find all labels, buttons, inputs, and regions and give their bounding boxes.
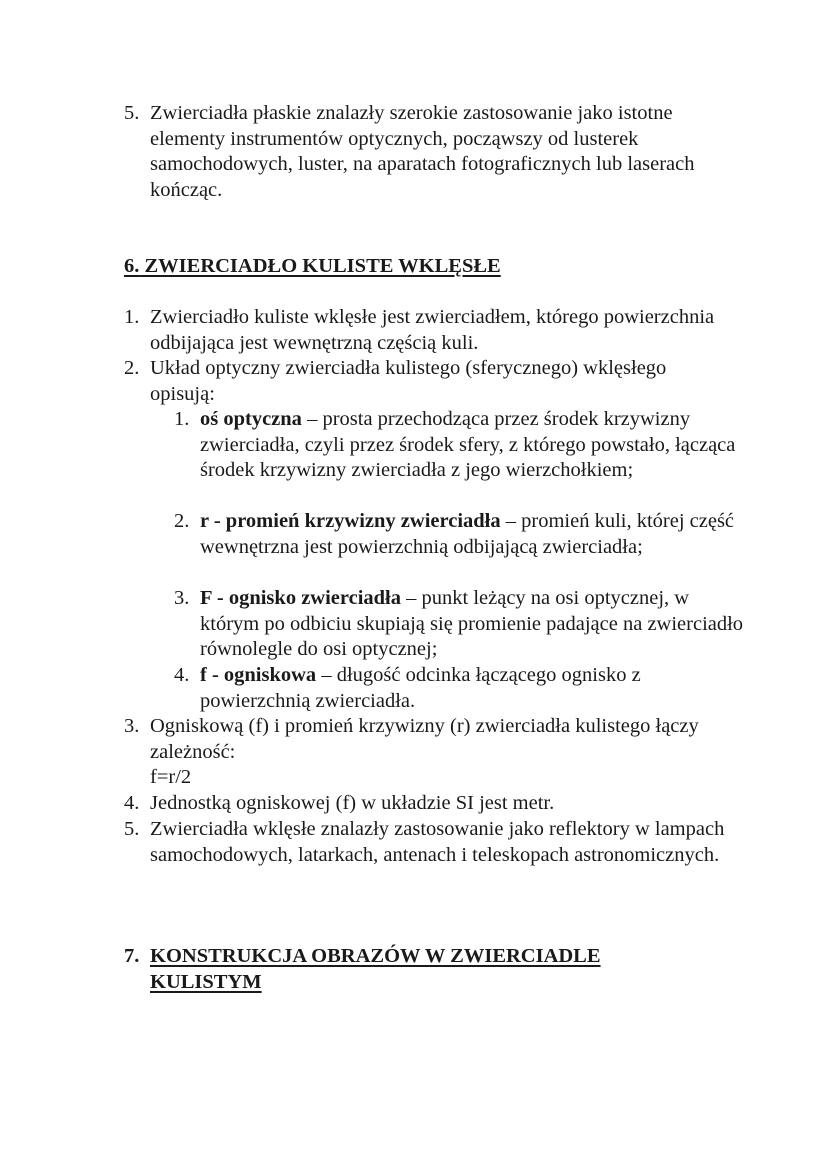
definition: – prosta przechodząca przez środek krzywizny zwierciadła, czyli przez środek sfery, z którego powstało, łącząca środek krzywizny zwierciadła z jego wierzchołkiem;: [200, 408, 736, 481]
list-number: 3.: [124, 715, 140, 737]
list-number: 4.: [124, 792, 140, 814]
sub-list-number: 4.: [174, 664, 190, 686]
sub-list-item: [174, 586, 744, 663]
list-text: Zwierciadła płaskie znalazły szerokie zastosowanie jako istotne elementy instrumentów optycznych, począwszy od lusterek samochodowych, luster, na aparatach fotograficznych lub laserach kończąc.: [150, 102, 695, 201]
list-item: [124, 714, 734, 791]
term: oś optyczna: [200, 408, 302, 430]
list-text: Zwierciadła wklęsłe znalazły zastosowanie jako reflektory w lampach samochodowych, latarkach, antenach i teleskopach astronomicznych.: [150, 818, 725, 866]
section-7-heading: [124, 944, 664, 995]
list-text: Ogniskową (f) i promień krzywizny (r) zwierciadła kulistego łączy zależność:: [150, 715, 699, 763]
list-number: 5.: [124, 818, 140, 840]
list-text: Układ optyczny zwierciadła kulistego (sferycznego) wklęsłego opisują:: [150, 357, 667, 405]
section-6-heading: [124, 254, 684, 280]
sub-list-item: [174, 663, 744, 714]
section-number: 6.: [124, 255, 140, 277]
formula: f=r/2: [150, 766, 192, 788]
term: f - ogniskowa: [200, 664, 317, 686]
section-title: ZWIERCIADŁO KULISTE WKLĘSŁE: [144, 255, 501, 277]
list-item: [124, 356, 734, 407]
definition: – długość odcinka łączącego ognisko z powierzchnią zwierciadła.: [200, 664, 641, 712]
section-number: 7.: [124, 945, 140, 967]
list-text: Zwierciadło kuliste wklęsłe jest zwierciadłem, którego powierzchnia odbijająca jest wewnętrzną częścią kuli.: [150, 306, 715, 354]
sub-list-item: [174, 509, 744, 560]
list-item: [124, 305, 734, 356]
sub-list-number: 3.: [174, 587, 190, 609]
list-text: Jednostką ogniskowej (f) w układzie SI jest metr.: [150, 792, 555, 814]
list-item: [124, 791, 734, 817]
definition: – promień kuli, której część wewnętrzna jest powierzchnią odbijającą zwierciadła;: [200, 510, 735, 558]
term: r - promień krzywizny zwierciadła: [200, 510, 501, 532]
intro-list-item: [124, 101, 734, 203]
sub-list-number: 1.: [174, 408, 190, 430]
list-item: [124, 817, 734, 868]
list-number: 2.: [124, 357, 140, 379]
list-number: 1.: [124, 306, 140, 328]
definition: – punkt leżący na osi optycznej, w którym po odbiciu skupiają się promienie padające na zwierciadło równolegle do osi optycznej;: [200, 587, 744, 660]
section-title: KONSTRUKCJA OBRAZÓW W ZWIERCIADLE KULISTYM: [150, 945, 601, 993]
sub-list-number: 2.: [174, 510, 190, 532]
list-number: 5.: [124, 102, 140, 124]
sub-list-item: [174, 407, 744, 484]
term: F - ognisko zwierciadła: [200, 587, 402, 609]
